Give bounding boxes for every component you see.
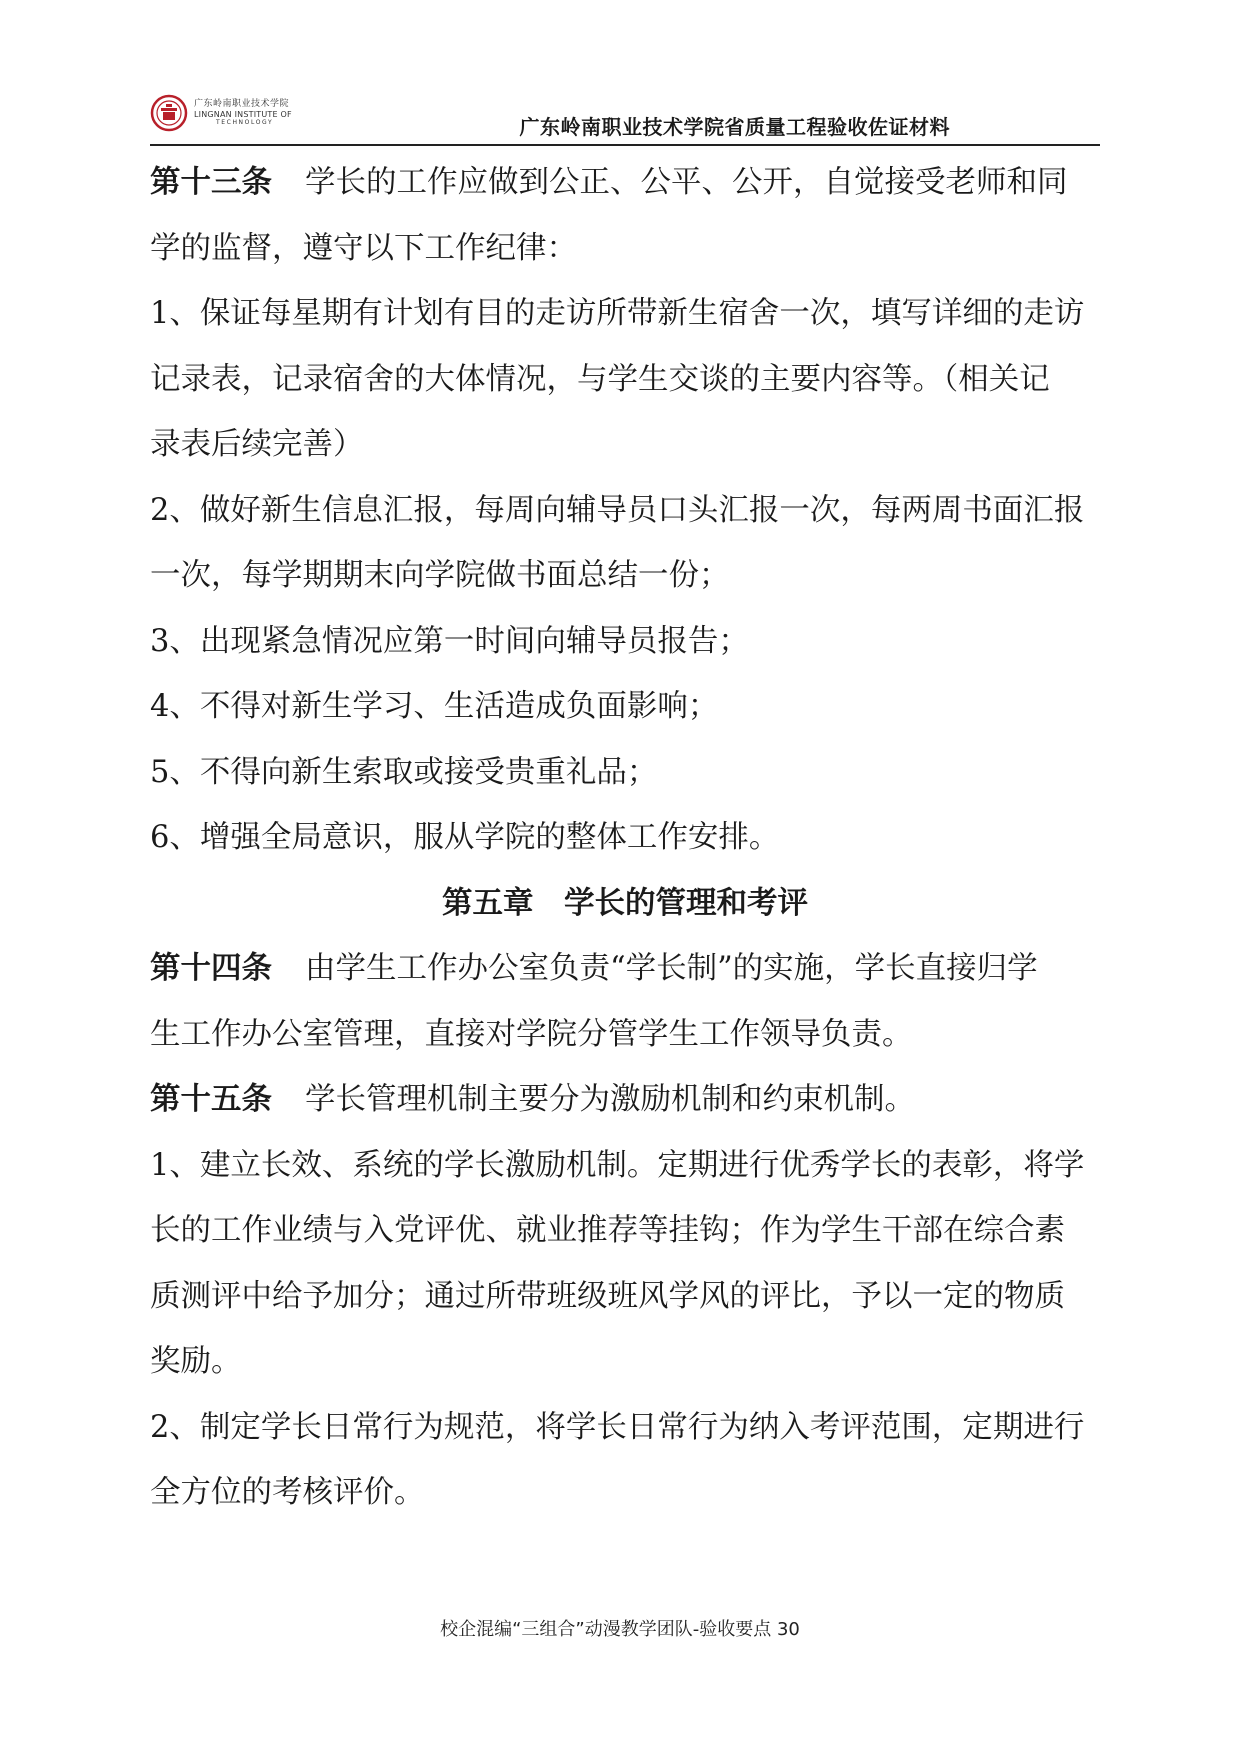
article-15-label: 第十五条 xyxy=(150,1082,272,1117)
institute-logo xyxy=(150,92,350,142)
header-title: 广东岭南职业技术学院省质量工程验收佐证材料 xyxy=(519,115,950,139)
article-15-line-1 xyxy=(150,1067,1100,1133)
article-14-label: 第十四条 xyxy=(150,951,272,986)
logo-chinese-name: 广东岭南职业技术学院 xyxy=(194,99,290,109)
article-13-line-1 xyxy=(150,150,1100,216)
logo-english-name: LINGNAN INSTITUTE OF xyxy=(194,110,292,120)
article-14-text: 由学生工作办公室负责“学长制”的实施，学长直接归学 xyxy=(305,951,1038,986)
article-13-label: 第十三条 xyxy=(150,165,272,200)
rule-5: 5、不得向新生索取或接受贵重礼品； xyxy=(150,754,658,790)
mechanism-1-line-1: 1、建立长效、系统的学长激励机制。定期进行优秀学长的表彰，将学 xyxy=(150,1147,1085,1183)
logo-english-name-2: TECHNOLOGY xyxy=(216,118,274,126)
institute-seal-icon xyxy=(150,94,188,132)
rule-4: 4、不得对新生学习、生活造成负面影响； xyxy=(150,689,719,724)
article-14-line-2: 生工作办公室管理，直接对学院分管学生工作领导负责。 xyxy=(150,1016,913,1052)
rule-1-line-2: 记录表，记录宿舍的大体情况，与学生交谈的主要内容等。（相关记 xyxy=(150,361,1050,397)
article-15-text: 学长管理机制主要分为激励机制和约束机制。 xyxy=(305,1082,915,1117)
mechanism-2-line-1: 2、制定学长日常行为规范，将学长日常行为纳入考评范围，定期进行 xyxy=(150,1409,1085,1445)
mechanism-1-line-2: 长的工作业绩与入党评优、就业推荐等挂钩；作为学生干部在综合素 xyxy=(150,1213,1065,1248)
page-header xyxy=(150,92,1100,146)
article-14-line-1 xyxy=(150,936,1100,1002)
document-body xyxy=(150,150,1100,1526)
rule-2-line-2: 一次，每学期期末向学院做书面总结一份； xyxy=(150,558,730,593)
article-13-line-2: 学的监督，遵守以下工作纪律： xyxy=(150,230,577,266)
mechanism-1-line-4: 奖励。 xyxy=(150,1344,242,1379)
rule-6: 6、增强全局意识，服从学院的整体工作安排。 xyxy=(150,820,780,855)
page-footer: 校企混编“三组合”动漫教学团队-验收要点 30 xyxy=(440,1619,800,1640)
rule-2-line-1: 2、做好新生信息汇报，每周向辅导员口头汇报一次，每两周书面汇报 xyxy=(150,492,1085,528)
logo-text xyxy=(194,100,292,126)
rule-1-line-3: 录表后续完善） xyxy=(150,427,364,462)
rule-1-line-1: 1、保证每星期有计划有目的走访所带新生宿舍一次，填写详细的走访 xyxy=(150,296,1085,331)
article-13-text: 学长的工作应做到公正、公平、公开，自觉接受老师和同 xyxy=(305,165,1068,200)
rule-3: 3、出现紧急情况应第一时间向辅导员报告； xyxy=(150,623,749,659)
chapter-5-heading: 第五章 学长的管理和考评 xyxy=(442,885,808,921)
mechanism-1-line-3: 质测评中给予加分；通过所带班级班风学风的评比，予以一定的物质 xyxy=(150,1278,1065,1314)
mechanism-2-line-2: 全方位的考核评价。 xyxy=(150,1475,425,1510)
